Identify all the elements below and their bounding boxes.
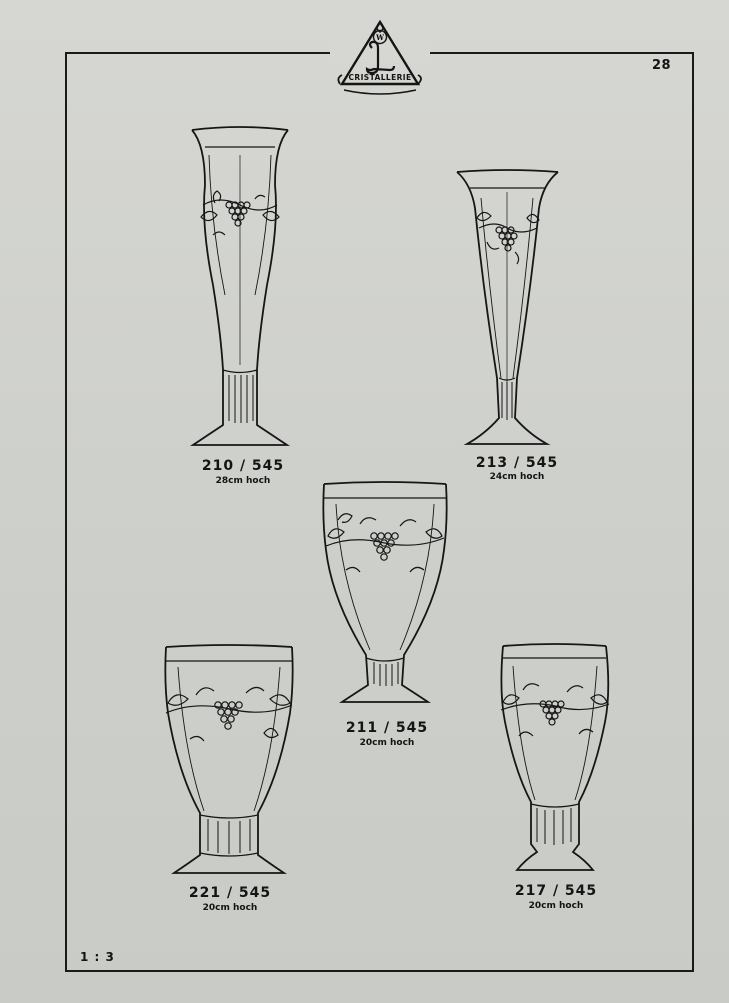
height-211: 20cm hoch bbox=[359, 738, 415, 748]
height-221: 20cm hoch bbox=[202, 903, 258, 913]
vase-221-icon bbox=[160, 643, 298, 883]
goblet-211-icon bbox=[320, 480, 450, 715]
page-number: 28 bbox=[652, 58, 672, 73]
vase-210-drawing bbox=[185, 125, 295, 455]
height-213: 24cm hoch bbox=[489, 472, 545, 482]
vase-213-drawing bbox=[455, 168, 560, 453]
height-210: 28cm hoch bbox=[215, 476, 271, 486]
height-217: 20cm hoch bbox=[528, 901, 584, 911]
model-number-221: 221 / 545 bbox=[188, 885, 272, 901]
vase-213-icon bbox=[455, 168, 560, 453]
model-number-211: 211 / 545 bbox=[345, 720, 429, 736]
model-number-210: 210 / 545 bbox=[201, 458, 285, 474]
vase-210-icon bbox=[185, 125, 295, 455]
svg-text:W: W bbox=[376, 33, 384, 42]
vase-217-drawing bbox=[497, 642, 612, 880]
vase-221-drawing bbox=[160, 643, 298, 883]
model-number-213: 213 / 545 bbox=[475, 455, 559, 471]
goblet-211-drawing bbox=[320, 480, 450, 715]
cristallerie-logo-icon bbox=[334, 18, 426, 96]
logo-text: CRISTALLERIE bbox=[348, 73, 412, 82]
vase-217-icon bbox=[497, 642, 612, 880]
model-number-217: 217 / 545 bbox=[514, 883, 598, 899]
scale-label: 1 : 3 bbox=[80, 950, 115, 964]
